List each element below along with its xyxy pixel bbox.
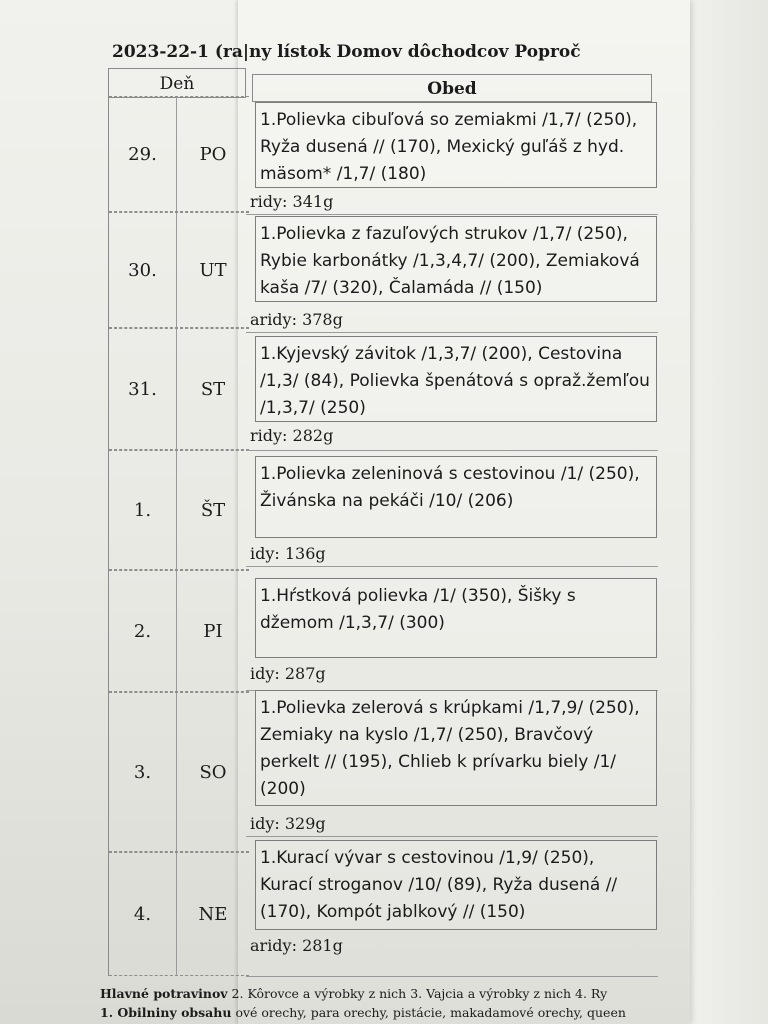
nutrition-value: idy: 329g bbox=[250, 814, 326, 833]
row-date: 31. bbox=[109, 329, 177, 449]
row-day: ŠT bbox=[200, 499, 226, 521]
table-row bbox=[109, 450, 249, 570]
nutrition-value: ridy: 341g bbox=[250, 192, 334, 211]
header-day: Deň bbox=[108, 68, 246, 98]
row-divider bbox=[246, 332, 658, 333]
row-day: NE bbox=[198, 903, 228, 925]
table-row bbox=[109, 96, 249, 212]
allergen-legend bbox=[100, 984, 692, 1022]
table-row bbox=[109, 328, 249, 450]
table-row bbox=[109, 852, 249, 976]
document-title: 2023-22-1 (ra|ny lístok Domov dôchodcov Poproč bbox=[112, 42, 581, 62]
row-date: 3. bbox=[109, 693, 177, 851]
row-day: SO bbox=[199, 761, 227, 783]
nutrition-value: idy: 287g bbox=[250, 664, 326, 683]
nutrition-value: ridy: 282g bbox=[250, 426, 334, 445]
row-date: 30. bbox=[109, 213, 177, 327]
row-day: PI bbox=[203, 620, 223, 642]
day-column bbox=[108, 96, 249, 976]
table-row bbox=[109, 570, 249, 692]
row-date: 4. bbox=[109, 853, 177, 975]
meal-text: 1.Hŕstková polievka /1/ (350), Šišky s džemom /1,3,7/ (300) bbox=[255, 578, 657, 658]
row-date: 2. bbox=[109, 571, 177, 691]
meal-text: 1.Polievka zeleninová s cestovinou /1/ (250), Živánska na pekáči /10/ (206) bbox=[255, 456, 657, 538]
nutrition-value: aridy: 378g bbox=[250, 310, 343, 329]
row-divider bbox=[246, 976, 658, 977]
row-day: PO bbox=[199, 143, 227, 165]
row-date: 1. bbox=[109, 451, 177, 569]
legend-line1-left: Hlavné potravinov bbox=[100, 986, 228, 1001]
meal-text: 1.Polievka zelerová s krúpkami /1,7,9/ (250), Zemiaky na kyslo /1,7/ (250), Bravčový perkelt // (195), Chlieb k prívarku biely /1/ (200) bbox=[255, 690, 657, 806]
meal-text: 1.Polievka cibuľová so zemiakmi /1,7/ (250), Ryža dusená // (170), Mexický guľáš z hyd. mäsom* /1,7/ (180) bbox=[255, 102, 657, 188]
legend-line2-left: 1. Obilniny obsahu bbox=[100, 1005, 232, 1020]
nutrition-value: aridy: 281g bbox=[250, 936, 343, 955]
header-meal: Obed bbox=[252, 74, 652, 102]
row-divider bbox=[246, 214, 658, 215]
row-divider bbox=[246, 836, 658, 837]
row-day: UT bbox=[199, 259, 227, 281]
row-divider bbox=[246, 566, 658, 567]
nutrition-value: idy: 136g bbox=[250, 544, 326, 563]
row-date: 29. bbox=[109, 97, 177, 211]
meal-text: 1.Kyjevský závitok /1,3,7/ (200), Cestovina /1,3/ (84), Polievka špenátová s opraž.žemľou /1,3,7/ (250) bbox=[255, 336, 657, 422]
meal-text: 1.Kurací vývar s cestovinou /1,9/ (250), Kurací stroganov /10/ (89), Ryža dusená // (170), Kompót jablkový // (150) bbox=[255, 840, 657, 930]
table-row bbox=[109, 212, 249, 328]
row-day: ST bbox=[200, 378, 226, 400]
meal-text: 1.Polievka z fazuľových strukov /1,7/ (250), Rybie karbonátky /1,3,4,7/ (200), Zemiaková kaša /7/ (320), Čalamáda // (150) bbox=[255, 216, 657, 302]
legend-line1-right: 2. Kôrovce a výrobky z nich 3. Vajcia a výrobky z nich 4. Ry bbox=[231, 986, 608, 1001]
row-divider bbox=[246, 450, 658, 451]
table-row bbox=[109, 692, 249, 852]
legend-line2-right: ové orechy, para orechy, pistácie, makadamové orechy, queen bbox=[235, 1005, 626, 1020]
